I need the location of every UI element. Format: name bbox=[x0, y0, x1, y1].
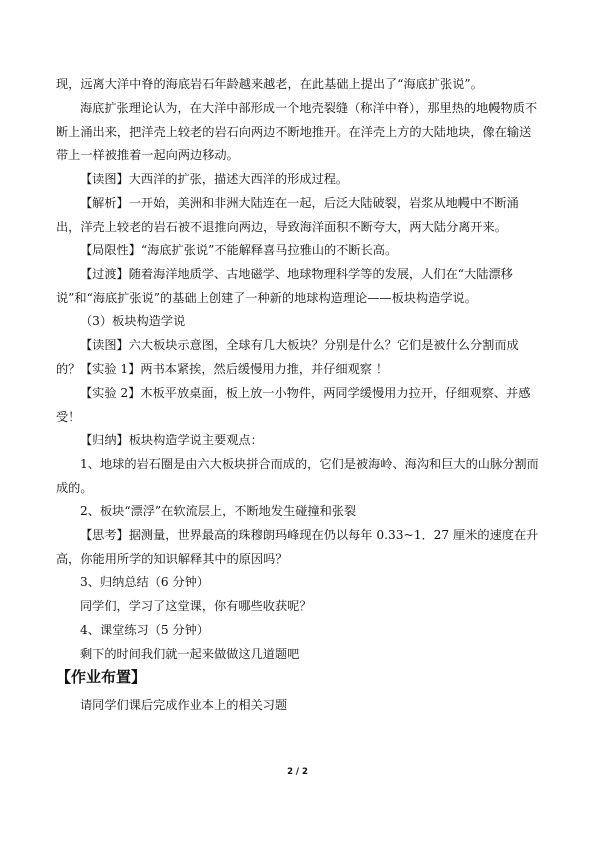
paragraph-point-1: 1、地球的岩石圈是由六大板块拼合而成的，它们是被海岭、海沟和巨大的山脉分割而成的。 bbox=[56, 457, 539, 495]
section-heading-homework: 【作业布置】 bbox=[56, 668, 147, 686]
paragraph-experiment-2: 【实验 2】木板平放桌面，板上放一小物件，两同学缓慢用力拉开，仔细观察、并感受！ bbox=[56, 386, 531, 424]
paragraph-wrapup: 3、归纳总结（6 分钟） bbox=[80, 575, 210, 589]
paragraph-exercise-note: 剩下的时间我们就一起来做做这几道题吧 bbox=[80, 647, 300, 661]
paragraph-seafloor-theory: 海底扩张理论认为，在大洋中部形成一个地壳裂缝（称洋中脊），那里热的地幔物质不断上涌出来，把洋壳上较老的岩石向两边不断地推开。在洋壳上方的大陆地块，像在输送带上一样被推着一起向两边移动。 bbox=[56, 101, 538, 163]
paragraph-transition: 【过渡】随着海洋地质学、古地磁学、地球物理科学等的发展，人们在“大陆漂移说”和“海底扩张说”的基础上创建了一种新的地球构造理论——板块构造学说。 bbox=[56, 267, 513, 305]
paragraph-think: 【思考】据测量，世界最高的珠穆朗玛峰现在仍以每年 0.33~1．27 厘米的速度在升高，你能用所学的知识解释其中的原因吗？ bbox=[56, 528, 539, 566]
paragraph-exercise: 4、课堂练习（5 分钟） bbox=[80, 623, 210, 637]
paragraph-read-map-plates: 【读图】六大板块示意图，全球有几大板块？分别是什么？它们是被什么分割而成的？ bbox=[56, 338, 519, 376]
page-number: 2 / 2 bbox=[287, 767, 308, 777]
paragraph-experiment-1: 【实验 1】两书本紧挨，然后缓慢用力推，并仔细观察 ！ bbox=[80, 362, 389, 376]
paragraph-question: 同学们，学习了这堂课，你有哪些收获呢？ bbox=[80, 599, 312, 613]
paragraph-summary: 【归纳】板块构造学说主要观点： bbox=[80, 433, 263, 447]
paragraph-point-2: 2、板块“漂浮”在软流层上，不断地发生碰撞和张裂 bbox=[80, 504, 357, 518]
paragraph-plate-tectonics-title: （3）板块构造学说 bbox=[80, 314, 186, 328]
paragraph-analysis: 【解析】一开始，美洲和非洲大陆连在一起，后泛大陆破裂，岩浆从地幔中不断涌出，洋壳上较老的岩石被不退推向两边，导致海洋面积不断夸大，两大陆分离开来。 bbox=[56, 196, 519, 234]
paragraph-seafloor-intro: 现，远离大洋中脊的海底岩石年龄越来越老，在此基础上提出了“海底扩张说”。 bbox=[56, 77, 483, 91]
paragraph-read-map-atlantic: 【读图】大西洋的扩张，描述大西洋的形成过程。 bbox=[80, 172, 349, 186]
paragraph-limitation: 【局限性】“海底扩张说”不能解释喜马拉雅山的不断长高。 bbox=[80, 243, 398, 257]
paragraph-homework: 请同学们课后完成作业本上的相关习题 bbox=[80, 698, 288, 712]
